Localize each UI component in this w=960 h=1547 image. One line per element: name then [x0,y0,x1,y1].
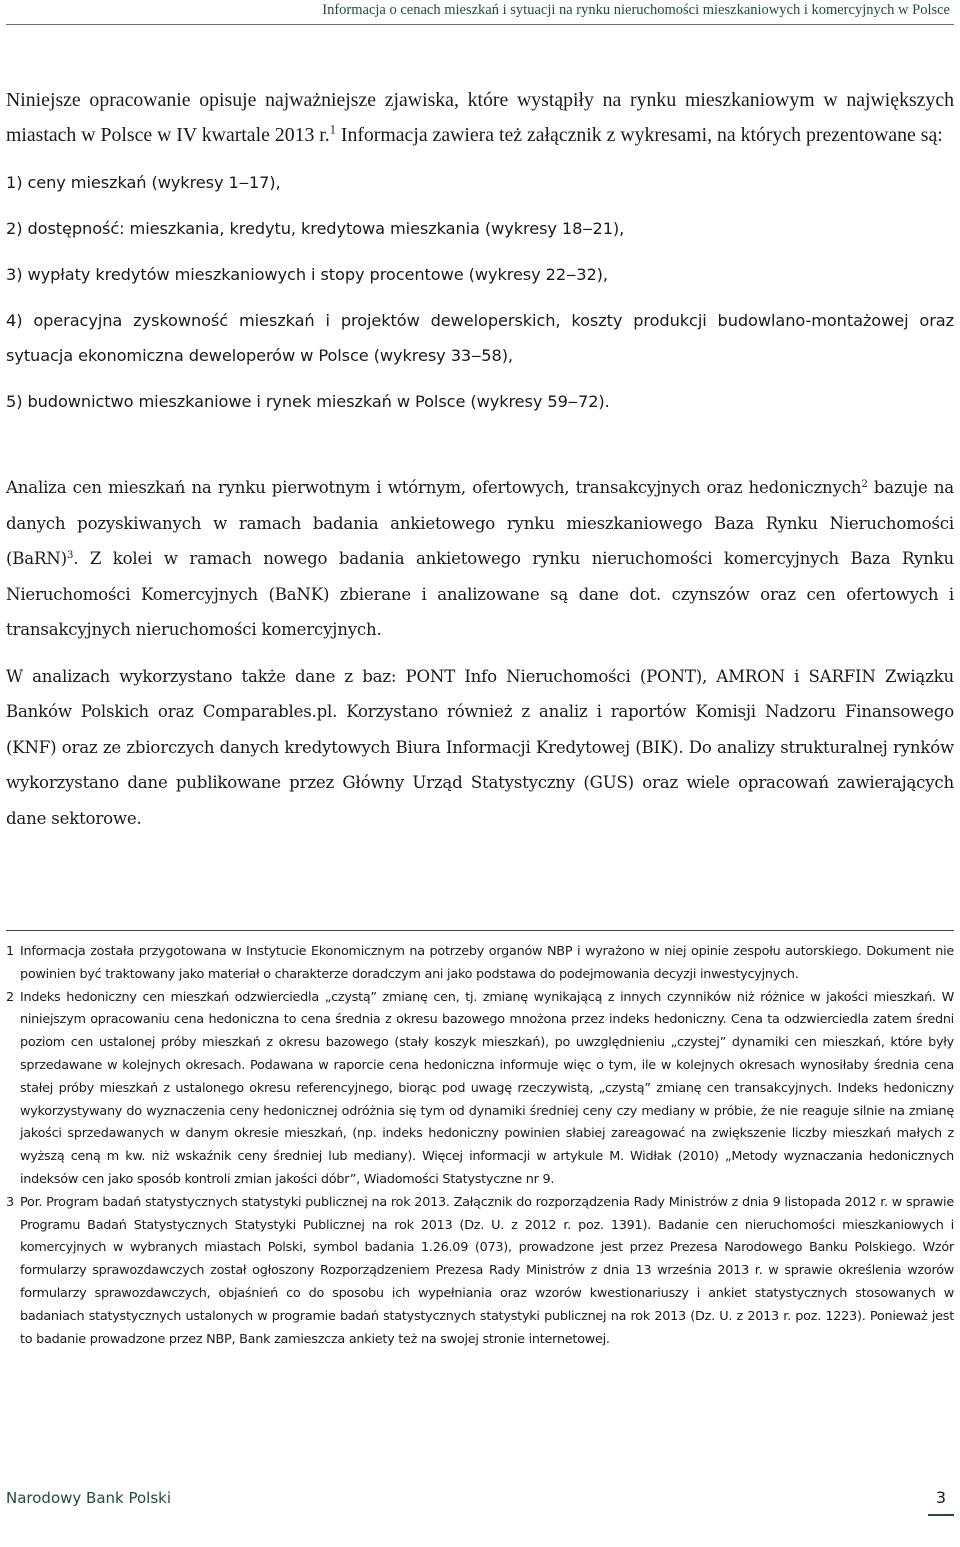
footnote-1 [6,941,954,987]
footnote-number: 1 [6,944,14,959]
header-title: Informacja o cenach mieszkań i sytuacji na rynku nieruchomości mieszkaniowych i komercyjnych w Polsce [322,2,950,18]
footnote-3 [6,1192,954,1352]
paragraph-text: bazuje na danych pozyskiwanych w ramach badania ankietowego rynku mieszkaniowego Baza Rynku Nieruchomości (BaRN) [6,478,954,568]
page-number: 3 [928,1488,954,1516]
footnote-ref-2[interactable]: 2 [861,477,868,490]
databases-paragraph: W analizach wykorzystano także dane z baz: PONT Info Nieruchomości (PONT), AMRON i SARFIN Związku Banków Polskich oraz Comparables.pl. Korzystano również z analiz i raportów Komisji Nadzoru Finansowego (KNF) oraz ze zbiorczych danych kredytowych Biura Informacji Kredytowej (BIK). Do analizy strukturalnej rynków wykorzystano dane publikowane przez Główny Urząd Statystyczny (GUS) oraz wiele opracowań zawierających dane sektorowe. [6,666,954,828]
intro-section [6,83,954,419]
footnote-text: Por. Program badań statystycznych statystyki publicznej na rok 2013. Załącznik do rozporządzenia Rady Ministrów z dnia 9 listopada 2012 r. w sprawie Programu Badań Statystycznych Statystyki Publicznej na rok 2013 (Dz. U. z 2012 r. poz. 1391). Badanie cen nieruchomości mieszkaniowych i komercyjnych w wybranych miastach Polski, symbol badania 1.26.09 (073), prowadzone jest przez Prezesa Narodowego Banku Polskiego. Wzór formularzy sprawozdawczych został ogłoszony Rozporządzeniem Prezesa Rady Ministrów z dnia 13 września 2013 r. w sprawie określenia wzorów formularzy sprawozdawczych, objaśnień co do sposobu ich wypełniania oraz wzorów kwestionariuszy i ankiet statystycznych stosowanych w badaniach statystycznych ustalonych w programie badań statystycznych statystyki publicznej na rok 2013 (Dz. U. z 2013 r. poz. 1223). Ponieważ jest to badanie prowadzone przez NBP, Bank zamieszcza ankiety też na swojej stronie internetowej. [20,1194,954,1347]
chart-topics-list [6,165,954,419]
data-sources-paragraph [6,470,954,648]
footnote-number: 2 [6,989,14,1005]
list-item: 2) dostępność: mieszkania, kredytu, kredytowa mieszkania (wykresy 18‒21), [6,219,625,238]
intro-text-continued: Informacja zawiera też załącznik z wykresami, na których prezentowane są: [335,124,943,146]
footnote-number: 3 [6,1194,14,1210]
footnote-divider [6,930,954,931]
list-item: 1) ceny mieszkań (wykresy 1‒17), [6,173,281,192]
intro-text: Niniejsze opracowanie opisuje najważniejsze zjawiska, które wystąpiły na rynku mieszkaniowym w największych miastach w Polsce w IV kwartale 2013 r. [6,89,954,146]
footnotes [6,941,954,1351]
list-item: 4) operacyjna zyskowność mieszkań i projektów deweloperskich, koszty produkcji budowlano-montażowej oraz sytuacja ekonomiczna deweloperów w Polsce (wykresy 33‒58), [6,311,954,365]
list-item: 3) wypłaty kredytów mieszkaniowych i stopy procentowe (wykresy 22‒32), [6,265,608,284]
intro-paragraph [6,83,954,153]
paragraph-text: Analiza cen mieszkań na rynku pierwotnym i wtórnym, ofertowych, transakcyjnych oraz hedonicznych [6,478,862,497]
footnote-text: Informacja została przygotowana w Instytucie Ekonomicznym na potrzeby organów NBP i wyrażono w niej opinie zespołu autorskiego. Dokument nie powinien być traktowany jako materiał o charakterze doradczym ani jako podstawa do podejmowania decyzji inwestycyjnych. [20,944,954,982]
running-header [6,0,954,25]
footnote-ref-1[interactable]: 1 [329,122,336,137]
footnote-ref-3[interactable]: 3 [66,548,74,561]
list-item: 5) budownictwo mieszkaniowe i rynek mieszkań w Polsce (wykresy 59‒72). [6,392,610,411]
footnote-2 [6,987,954,1192]
body-section [6,470,954,836]
footer-publisher: Narodowy Bank Polski [6,1489,172,1507]
paragraph-text: . Z kolei w ramach nowego badania ankietowego rynku nieruchomości komercyjnych Baza Rynku Nieruchomości Komercyjnych (BaNK) zbierane i analizowane są dane dot. czynszów oraz cen ofertowych i transakcyjnych nieruchomości komercyjnych. [6,549,954,639]
footnote-text: Indeks hedoniczny cen mieszkań odzwierciedla „czystą” zmianę cen, tj. zmianę wynikającą z innych czynników niż różnice w jakości mieszkań. W niniejszym opracowaniu cena hedoniczna to cena średnia z okresu bazowego mnożona przez indeks hedoniczny. Cena ta odzwierciedla zatem średni poziom cen ustalonej próby mieszkań z okresu bazowego (stały koszyk mieszkań), po uwzględnieniu „czystej” dynamiki cen mieszkań, które były sprzedawane w kolejnych okresach. Podawana w raporcie cena hedoniczna informuje więc o tym, ile w kolejnych okresach wynosiłaby średnia cena stałej próby mieszkań z ustalonego okresu referencyjnego, biorąc pod uwagę rzeczywistą, „czystą” zmianę cen transakcyjnych. Indeks hedoniczny wykorzystywany do wyznaczenia ceny hedonicznej odróżnia się tym od dynamiki średniej ceny czy mediany w próbie, że nie reaguje silnie na zmianę jakości sprzedawanych w danym okresie mieszkań, (np. indeks hedoniczny powinien słabiej zareagować na zwiększenie liczby mieszkań małych z wyższą ceną m kw. niż wskaźnik ceny średniej lub mediany). Więcej informacji w artykule M. Widłak (2010) „Metody wyznaczania hedonicznych indeksów cen jako sposób kontroli zmian jakości dóbr”, Wiadomości Statystyczne nr 9. [20,989,954,1187]
